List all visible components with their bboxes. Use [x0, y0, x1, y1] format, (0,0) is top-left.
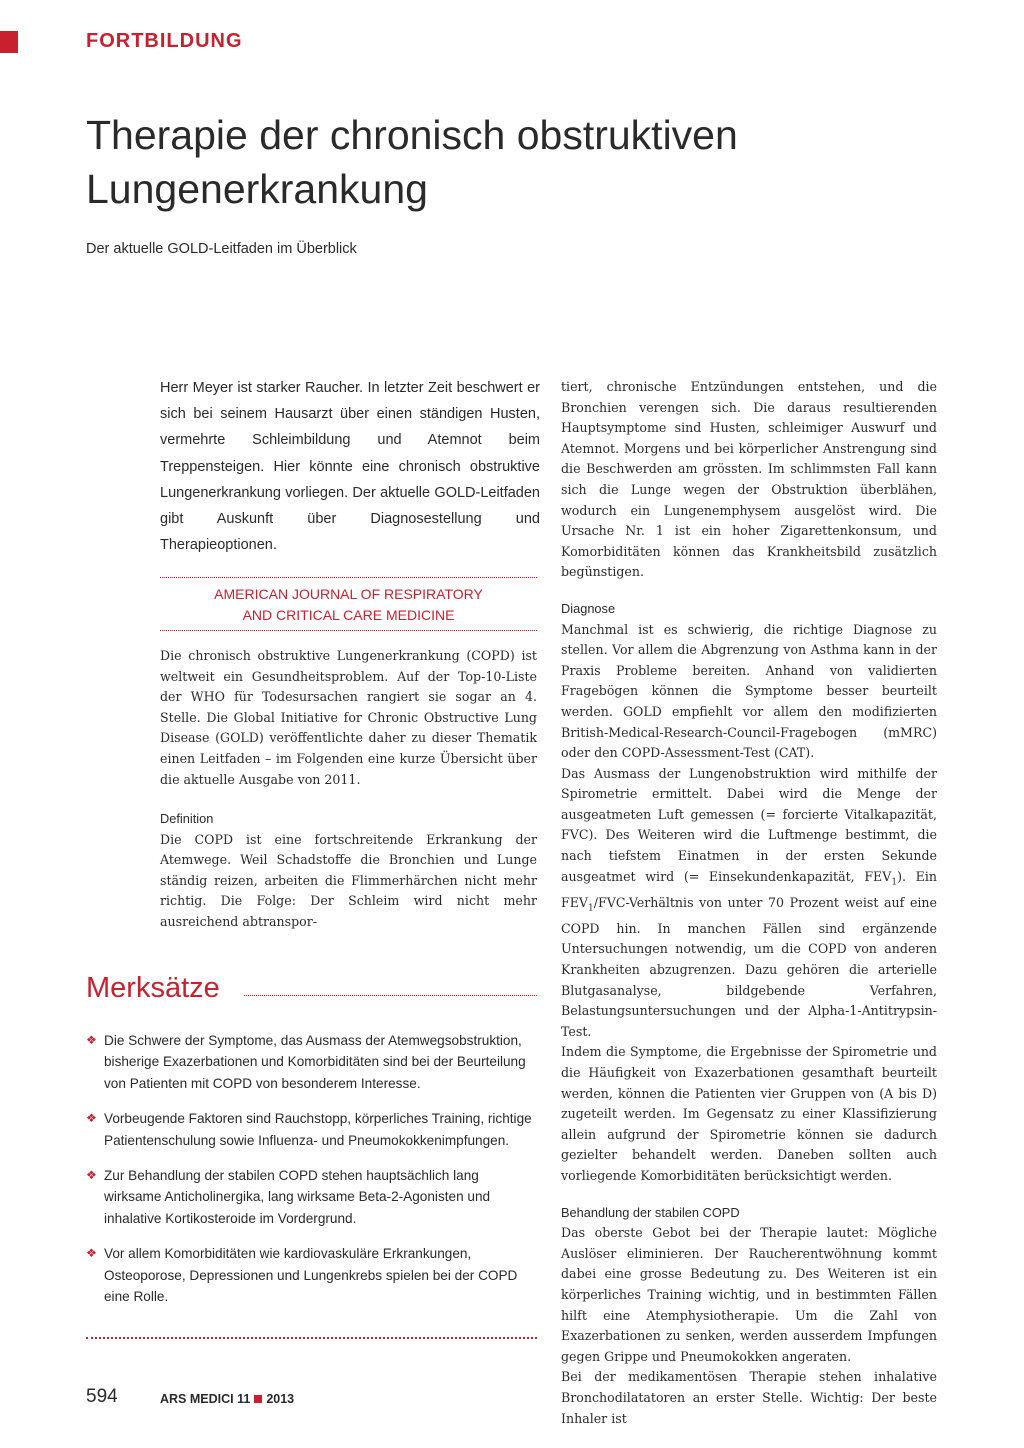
source-line-1: AMERICAN JOURNAL OF RESPIRATORY	[214, 586, 483, 602]
definition-paragraph: Die COPD ist eine fortschreitende Erkrankung der Atemwege. Weil Schadstoffe die Bronchien und Lunge ständig reizen, arbeiten die Flimmerhärchen nicht mehr richtig. Die Folge: Der Schleim wird nicht mehr ausreichend abtranspor-	[160, 831, 537, 929]
square-separator-icon	[254, 1395, 262, 1403]
merksaetze-list	[86, 1030, 537, 1321]
diamond-bullet-icon: ❖	[86, 1111, 97, 1126]
journal-year: 2013	[266, 1392, 295, 1406]
therapy-heading: Behandlung der stabilen COPD	[561, 1204, 740, 1220]
diagnose-paragraph-1: Manchmal ist es schwierig, die richtige Diagnose zu stellen. Vor allem die Abgrenzung von Asthma kann in der Praxis Probleme bereiten. Anhand von validierten Fragebögen können die Symptome besser beurteilt werden. GOLD empfiehlt vor allem den modifizierten British-Medical-Research-Council-Fragebogen (mMRC) oder den COPD-Assessment-Test (CAT).	[561, 621, 937, 761]
article-subtitle: Der aktuelle GOLD-Leitfaden im Überblick	[86, 241, 357, 257]
lead-paragraph: Herr Meyer ist starker Raucher. In letzter Zeit beschwert er sich bei seinem Hausarzt über einen ständigen Husten, vermehrte Schleimbildung und Atemnot beim Treppensteigen. Hier könnte eine chronisch obstruktive Lungenerkrankung vorliegen. Der aktuelle GOLD-Leitfaden gibt Auskunft über Diagnosestellung und Therapieoptionen.	[160, 380, 540, 554]
definition-heading: Definition	[160, 811, 214, 826]
diagnose-paragraph-3: Indem die Symptome, die Ergebnisse der Spirometrie und die Häufigkeit von Exazerbationen gesamthaft beurteilt werden, können die Patienten vier Gruppen von (A bis D) zugeteilt werden. Im Gegensatz zu einer Klassifizierung allein aufgrund der Spirometrie können sie dadurch gezielter behandelt werden. Daneben sollten auch vorliegende Komorbiditäten berücksichtigt werden.	[561, 1044, 937, 1183]
merksaetze-header	[86, 968, 537, 1008]
source-label	[160, 584, 537, 626]
list-item: ❖ Die Schwere der Symptome, das Ausmass der Atemwegsobstruktion, bisherige Exazerbationen und Komorbiditäten sind bei der Beurteilung von Patienten mit COPD von besonderem Interesse.	[86, 1030, 537, 1094]
journal-name: ARS MEDICI 11	[160, 1392, 251, 1406]
list-item: ❖ Zur Behandlung der stabilen COPD stehen hauptsächlich lang wirksame Anticholinergika, lang wirksame Beta-2-Agonisten und inhalative Kortikosteroide im Vordergrund.	[86, 1165, 537, 1229]
continuation-paragraph: tiert, chronische Entzündungen entstehen, und die Bronchien verengen sich. Die daraus resultierenden Hauptsymptome sind Husten, schleimiger Auswurf und Atemnot. Morgens und bei körperlicher Anstrengung sind die Beschwerden am grössten. Im schlimmsten Fall kann sich die Lunge wegen der Obstruktion überblähen, wodurch ein Lungenemphysem ausgelöst wird. Die Ursache Nr. 1 ist ein hoher Zigarettenkonsum, und Komorbiditäten können das Krankheitsbild zusätzlich begünstigen.	[561, 379, 937, 580]
definition-block	[160, 809, 537, 933]
section-label: FORTBILDUNG	[86, 30, 243, 52]
therapy-paragraph-2: Bei der medikamentösen Therapie stehen inhalative Bronchodilatatoren an erster Stelle. Wichtig: Der beste Inhaler ist	[561, 1369, 937, 1426]
diamond-bullet-icon: ❖	[86, 1246, 97, 1261]
intro-block	[160, 646, 537, 790]
page-number: 594	[86, 1386, 118, 1407]
therapy-paragraph-1: Das oberste Gebot bei der Therapie lautet: Mögliche Auslöser eliminieren. Der Raucherentwöhnung kommt dabei eine grosse Bedeutung zu. Des Weiteren ist ein körperliches Training wichtig, und in bestimmten Fällen hilft eine Atemphysiotherapie. Um die Zahl von Exazerbationen zu senken, werden ausserdem Impfungen gegen Grippe und Pneumokokken angeraten.	[561, 1225, 937, 1364]
diamond-bullet-icon: ❖	[86, 1033, 97, 1047]
source-divider-bottom	[160, 630, 537, 631]
intro-paragraph: Die chronisch obstruktive Lungenerkrankung (COPD) ist weltweit ein Gesundheitsproblem. Auf der Top-10-Liste der WHO für Todesursachen rangiert sie sogar an 4. Stelle. Die Global Initiative for Chronic Obstructive Lung Disease (GOLD) veröffentlichte daher zu dieser Thematik einen Leitfaden – im Folgenden eine kurze Übersicht über die aktuelle Ausgabe von 2011.	[160, 648, 537, 787]
section-marker	[0, 31, 18, 53]
source-line-2: AND CRITICAL CARE MEDICINE	[242, 607, 455, 623]
list-item: ❖ Vor allem Komorbiditäten wie kardiovaskuläre Erkrankungen, Osteoporose, Depressionen und Lungenkrebs spielen bei der COPD eine Rolle.	[86, 1243, 537, 1307]
list-item: ❖ Vorbeugende Faktoren sind Rauchstopp, körperliches Training, richtige Patientenschulung sowie Influenza- und Pneumokokkenimpfungen.	[86, 1108, 537, 1151]
source-divider-top	[160, 577, 537, 578]
diamond-bullet-icon: ❖	[86, 1168, 97, 1183]
merksaetze-title-rule	[244, 995, 537, 996]
diagnose-heading: Diagnose	[561, 600, 616, 616]
right-column	[561, 377, 937, 1429]
journal-footer	[160, 1392, 294, 1406]
merksaetze-bottom-rule	[86, 1337, 537, 1339]
article-title: Therapie der chronisch obstruktiven Lungenerkrankung	[86, 112, 738, 212]
diagnose-paragraph-2: Das Ausmass der Lungenobstruktion wird mithilfe der Spirometrie ermittelt. Dabei wird die Menge der ausgeatmeten Luft gemessen (= forcierte Vitalkapazität, FVC). Des Weiteren wird die Luftmenge bestimmt, die nach tiefstem Einatmen in der ersten Sekunde ausgeatmet wird (= Einsekundenkapazität, $FEV_1$). Ein $FEV_1/FVC$-Verhältnis von unter 70 Prozent weist auf eine COPD hin. In manchen Fällen sind ergänzende Untersuchungen notwendig, um die COPD von anderen Krankheiten abzugrenzen. Dazu gehören die arterielle Blutgasanalyse, bildgebende Verfahren, Belastungsuntersuchungen und der Alpha-1-Antitrypsin-Test.	[561, 765, 937, 1039]
merksaetze-title: Merksätze	[86, 972, 220, 1004]
